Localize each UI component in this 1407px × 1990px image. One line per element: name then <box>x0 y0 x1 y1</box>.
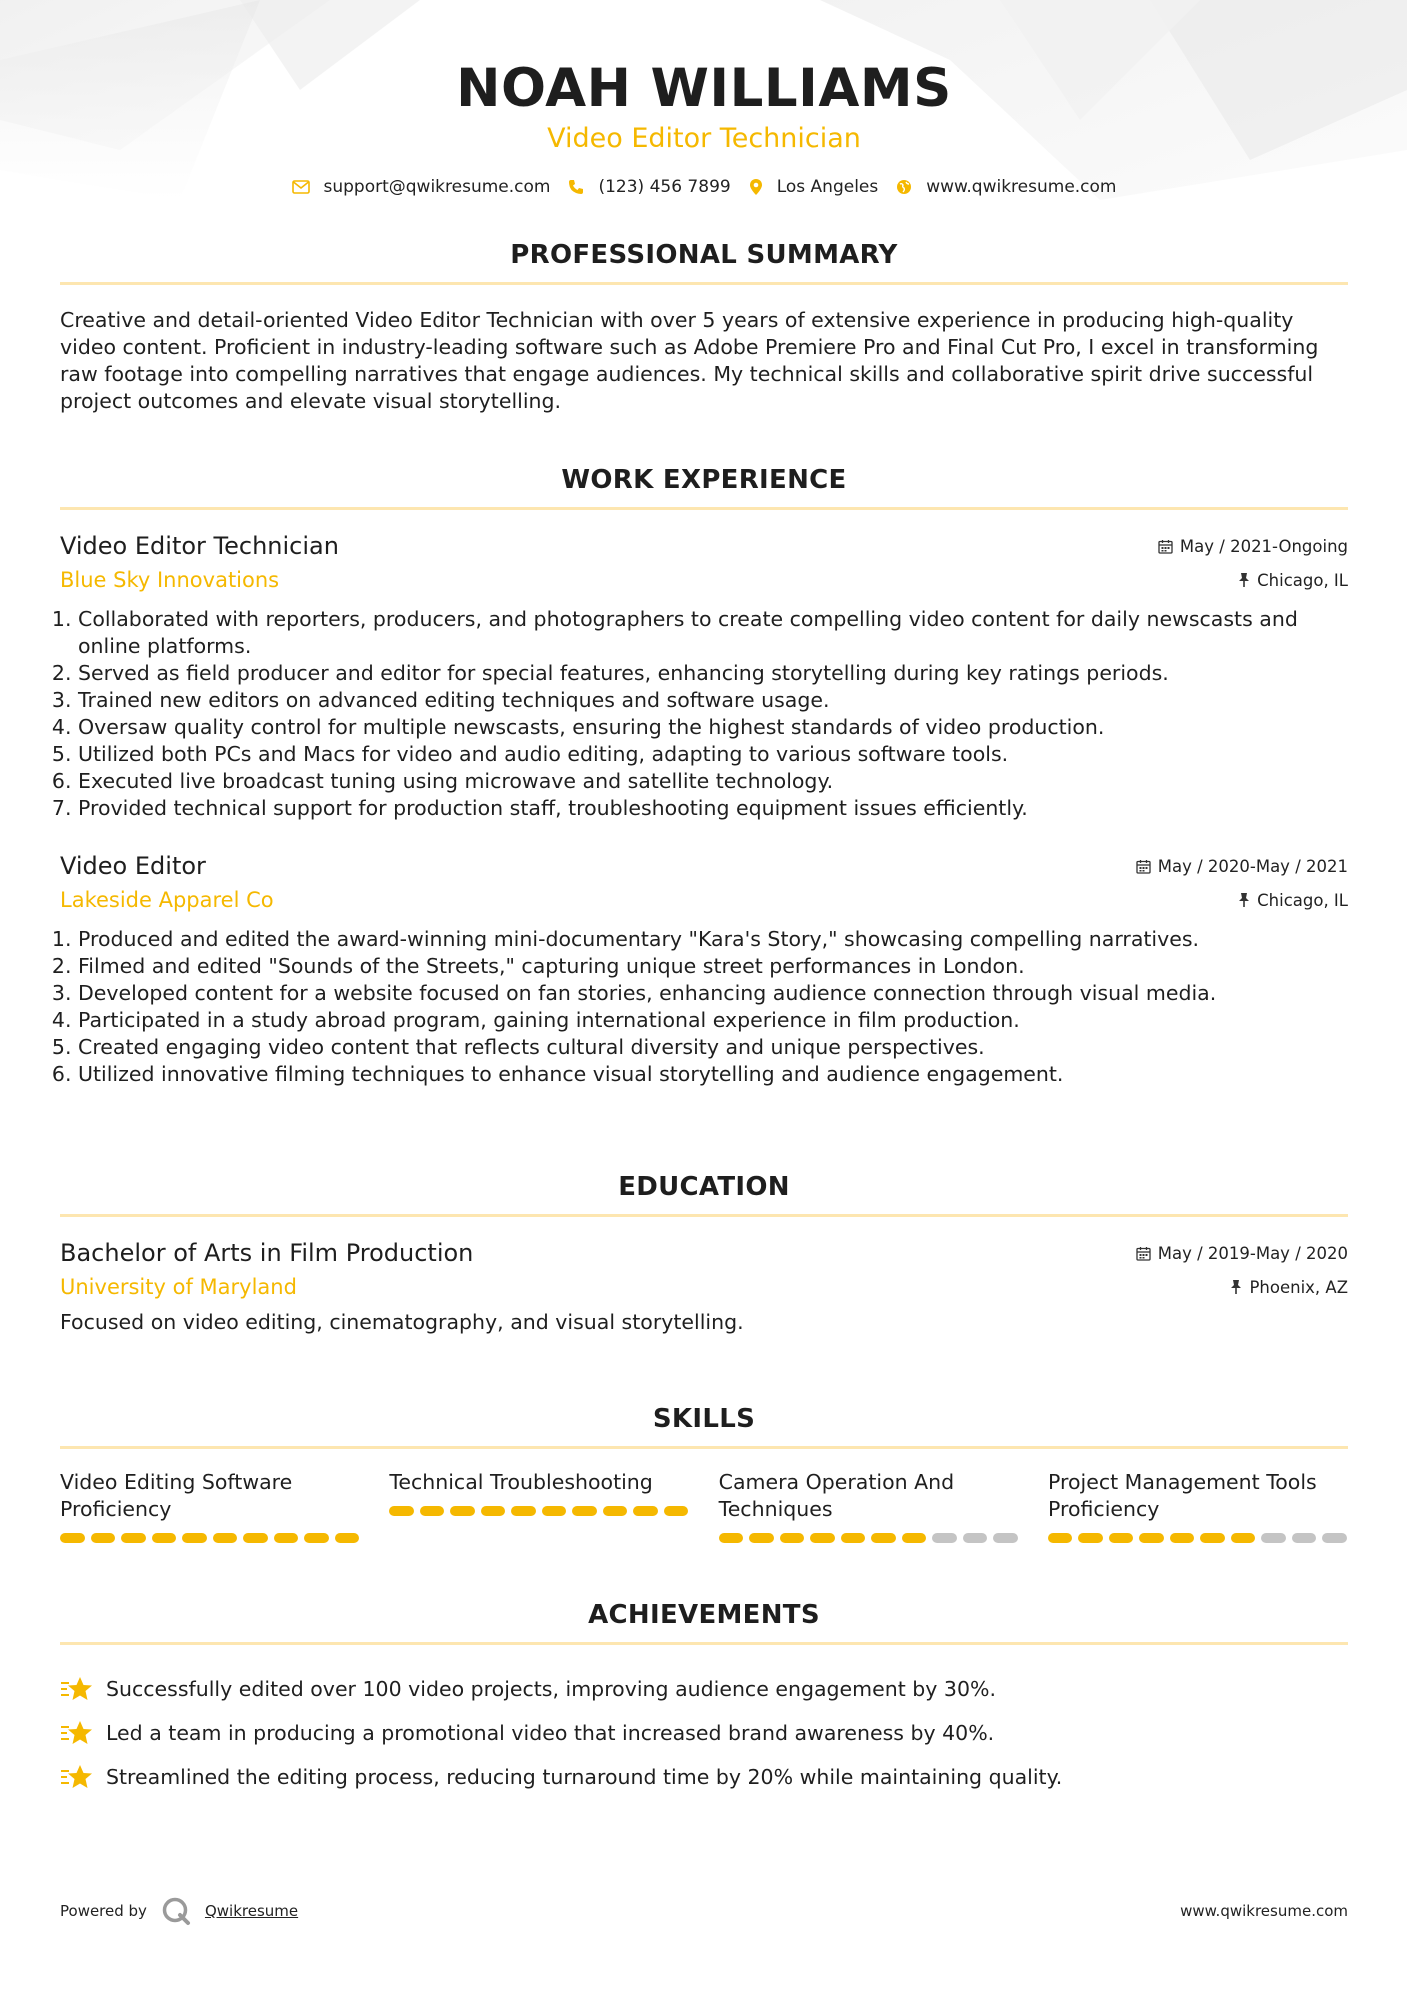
list-item: 6. Utilized innovative filming techniques to enhance visual storytelling and audience engagement. <box>78 1061 1348 1088</box>
rating-dot-filled <box>304 1533 329 1543</box>
page-footer <box>60 1896 1348 1926</box>
skills-grid <box>60 1469 1348 1543</box>
candidate-name: NOAH WILLIAMS <box>456 58 952 119</box>
summary-section <box>60 238 1348 415</box>
skill-name: Video Editing Software Proficiency <box>60 1470 293 1521</box>
skill-name: Technical Troubleshooting <box>389 1470 653 1494</box>
skills-section <box>60 1402 1348 1543</box>
skill-rating <box>719 1533 1019 1543</box>
rating-dot-filled <box>542 1506 567 1516</box>
globe-icon <box>896 179 912 195</box>
phone-icon <box>568 179 584 195</box>
rating-dot-filled <box>871 1533 896 1543</box>
list-item: 3. Trained new editors on advanced editing techniques and software usage. <box>78 687 1348 714</box>
skill-rating <box>60 1533 360 1543</box>
rating-dot-filled <box>213 1533 238 1543</box>
job-entry <box>60 530 1348 822</box>
job-company: Blue Sky Innovations <box>60 568 280 592</box>
rating-dot-filled <box>274 1533 299 1543</box>
rating-dot-filled <box>1048 1533 1073 1543</box>
skill-name: Project Management Tools Proficiency <box>1047 1470 1317 1521</box>
location-text: Los Angeles <box>776 177 879 197</box>
section-divider <box>60 1642 1348 1645</box>
job-location <box>1238 891 1348 910</box>
skill-rating <box>389 1506 689 1516</box>
job-dates <box>1158 537 1348 556</box>
rating-dot-filled <box>481 1506 506 1516</box>
rating-dot-empty <box>1322 1533 1347 1543</box>
job-location <box>1238 571 1348 590</box>
website-text: www.qwikresume.com <box>926 177 1117 197</box>
list-item: 2. Filmed and edited "Sounds of the Streets," capturing unique street performances in London. <box>78 953 1348 980</box>
rating-dot-filled <box>1078 1533 1103 1543</box>
experience-heading: WORK EXPERIENCE <box>561 465 847 495</box>
rating-dot-filled <box>841 1533 866 1543</box>
list-item: 4. Oversaw quality control for multiple newscasts, ensuring the highest standards of video production. <box>78 714 1348 741</box>
rating-dot-empty <box>1292 1533 1317 1543</box>
job-company: Lakeside Apparel Co <box>60 888 274 912</box>
skill-item <box>719 1469 1019 1543</box>
skill-rating <box>1048 1533 1348 1543</box>
star-icon <box>60 1763 94 1791</box>
candidate-title: Video Editor Technician <box>547 123 861 154</box>
education-heading: EDUCATION <box>618 1172 790 1202</box>
calendar-icon <box>1136 1246 1151 1261</box>
skill-item <box>1048 1469 1348 1543</box>
pushpin-icon <box>1238 892 1250 908</box>
rating-dot-filled <box>335 1533 360 1543</box>
rating-dot-filled <box>91 1533 116 1543</box>
contact-website[interactable] <box>896 177 1116 197</box>
section-divider <box>60 1214 1348 1217</box>
job-dates-text: May / 2020-May / 2021 <box>1157 856 1348 876</box>
envelope-icon <box>292 180 310 194</box>
rating-dot-filled <box>780 1533 805 1543</box>
list-item: 6. Executed live broadcast tuning using microwave and satellite technology. <box>78 768 1348 795</box>
email-text: support@qwikresume.com <box>323 177 551 197</box>
contact-phone[interactable] <box>568 177 730 197</box>
rating-dot-filled <box>450 1506 475 1516</box>
rating-dot-filled <box>1231 1533 1256 1543</box>
calendar-icon <box>1136 859 1151 874</box>
rating-dot-filled <box>749 1533 774 1543</box>
rating-dot-empty <box>993 1533 1018 1543</box>
education-location <box>1230 1278 1348 1297</box>
job-dates-text: May / 2021-Ongoing <box>1179 536 1348 556</box>
summary-heading: PROFESSIONAL SUMMARY <box>510 240 898 270</box>
education-section <box>60 1170 1348 1336</box>
rating-dot-filled <box>182 1533 207 1543</box>
school-name: University of Maryland <box>60 1275 297 1299</box>
star-icon <box>60 1675 94 1703</box>
powered-by-label: Powered by <box>60 1902 147 1920</box>
list-item: 3. Developed content for a website focused on fan stories, enhancing audience connection through visual media. <box>78 980 1348 1007</box>
rating-dot-filled <box>1109 1533 1134 1543</box>
phone-text: (123) 456 7899 <box>598 177 731 197</box>
list-item <box>60 1755 1348 1799</box>
rating-dot-empty <box>963 1533 988 1543</box>
section-divider <box>60 1446 1348 1449</box>
section-divider <box>60 282 1348 285</box>
rating-dot-filled <box>902 1533 927 1543</box>
map-pin-icon <box>749 178 763 196</box>
section-divider <box>60 507 1348 510</box>
list-item: 5. Created engaging video content that reflects cultural diversity and unique perspectives. <box>78 1034 1348 1061</box>
rating-dot-empty <box>1261 1533 1286 1543</box>
education-dates <box>1136 1244 1348 1263</box>
list-item: 5. Utilized both PCs and Macs for video and audio editing, adapting to various software tools. <box>78 741 1348 768</box>
rating-dot-filled <box>719 1533 744 1543</box>
rating-dot-filled <box>810 1533 835 1543</box>
degree-title: Bachelor of Arts in Film Production <box>60 1239 474 1267</box>
job-dates <box>1136 857 1348 876</box>
rating-dot-filled <box>511 1506 536 1516</box>
achievements-heading: ACHIEVEMENTS <box>588 1600 820 1630</box>
rating-dot-filled <box>603 1506 628 1516</box>
achievement-text: Successfully edited over 100 video projects, improving audience engagement by 30%. <box>106 1677 997 1701</box>
contact-email[interactable] <box>292 177 551 197</box>
skill-item <box>389 1469 689 1543</box>
qwikresume-logo-icon <box>161 1896 191 1926</box>
footer-website[interactable]: www.qwikresume.com <box>1180 1902 1348 1920</box>
pushpin-icon <box>1238 572 1250 588</box>
education-dates-text: May / 2019-May / 2020 <box>1157 1243 1348 1263</box>
list-item: 1. Produced and edited the award-winning mini-documentary "Kara's Story," showcasing compelling narratives. <box>78 926 1348 953</box>
skill-name: Camera Operation And Techniques <box>718 1470 955 1521</box>
job-bullet-list <box>60 926 1348 1088</box>
list-item <box>60 1667 1348 1711</box>
pushpin-icon <box>1230 1279 1242 1295</box>
resume-header <box>60 0 1348 200</box>
star-icon <box>60 1719 94 1747</box>
achievement-text: Led a team in producing a promotional video that increased brand awareness by 40%. <box>106 1721 995 1745</box>
job-title: Video Editor Technician <box>60 532 339 560</box>
rating-dot-filled <box>1200 1533 1225 1543</box>
contact-location <box>749 177 879 197</box>
skill-item <box>60 1469 360 1543</box>
job-location-text: Chicago, IL <box>1257 890 1348 910</box>
rating-dot-empty <box>932 1533 957 1543</box>
qwikresume-link[interactable]: Qwikresume <box>204 1902 299 1920</box>
achievements-section <box>60 1598 1348 1799</box>
job-title: Video Editor <box>60 852 206 880</box>
rating-dot-filled <box>572 1506 597 1516</box>
rating-dot-filled <box>1139 1533 1164 1543</box>
rating-dot-filled <box>420 1506 445 1516</box>
education-description: Focused on video editing, cinematography, and visual storytelling. <box>60 1310 744 1334</box>
education-entry <box>60 1237 1348 1336</box>
rating-dot-filled <box>1170 1533 1195 1543</box>
rating-dot-filled <box>243 1533 268 1543</box>
job-bullet-list <box>60 606 1348 822</box>
job-entry <box>60 850 1348 1088</box>
list-item: 1. Collaborated with reporters, producers, and photographers to create compelling video content for daily newscasts and online platforms. <box>78 606 1348 660</box>
list-item: 4. Participated in a study abroad program, gaining international experience in film production. <box>78 1007 1348 1034</box>
list-item <box>60 1711 1348 1755</box>
experience-section <box>60 463 1348 1088</box>
rating-dot-filled <box>389 1506 414 1516</box>
contact-bar <box>60 174 1348 200</box>
job-location-text: Chicago, IL <box>1257 570 1348 590</box>
education-location-text: Phoenix, AZ <box>1249 1277 1348 1297</box>
rating-dot-filled <box>633 1506 658 1516</box>
rating-dot-filled <box>121 1533 146 1543</box>
rating-dot-filled <box>60 1533 85 1543</box>
achievement-text: Streamlined the editing process, reducing turnaround time by 20% while maintaining quality. <box>106 1765 1063 1789</box>
achievements-list <box>60 1667 1348 1799</box>
summary-text: Creative and detail-oriented Video Editor Technician with over 5 years of extensive experience in producing high-quality video content. Proficient in industry-leading software such as Adobe Premiere Pro and Final Cut Pro, I excel in transforming raw footage into compelling narratives that engage audiences. My technical skills and collaborative spirit drive successful project outcomes and elevate visual storytelling. <box>60 308 1319 413</box>
list-item: 2. Served as field producer and editor for special features, enhancing storytelling during key ratings periods. <box>78 660 1348 687</box>
list-item: 7. Provided technical support for production staff, troubleshooting equipment issues efficiently. <box>78 795 1348 822</box>
rating-dot-filled <box>664 1506 689 1516</box>
calendar-icon <box>1158 539 1173 554</box>
skills-heading: SKILLS <box>652 1404 756 1434</box>
rating-dot-filled <box>152 1533 177 1543</box>
